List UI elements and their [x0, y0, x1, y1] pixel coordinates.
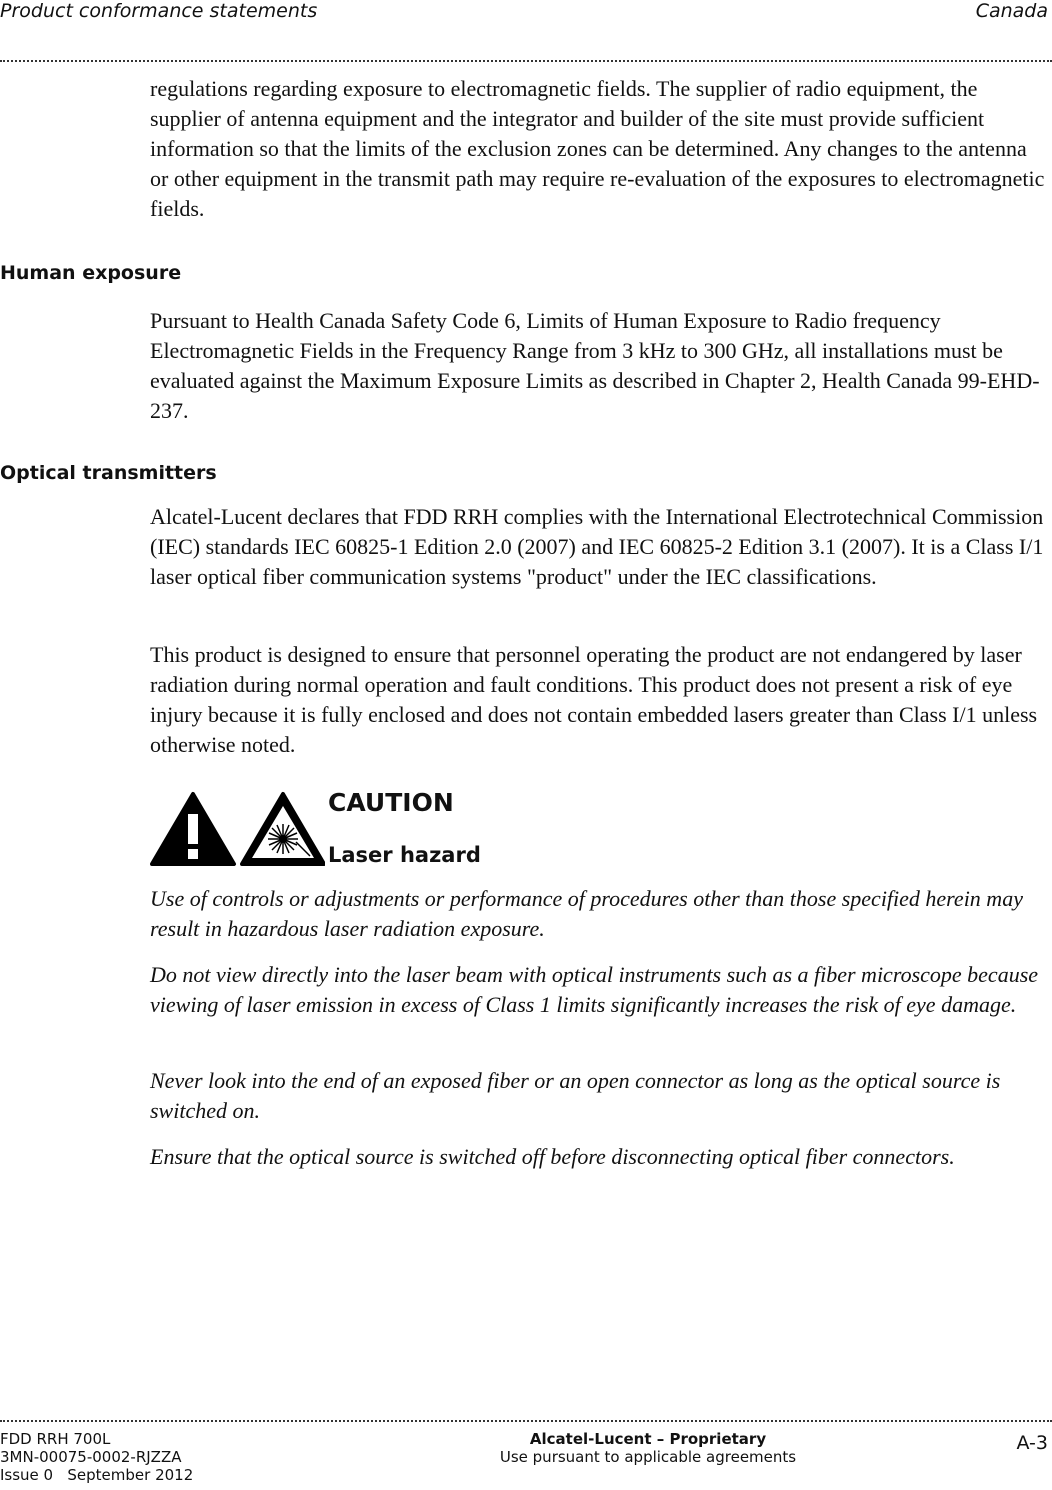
header-section-title: Product conformance statements	[0, 0, 318, 22]
laser-hazard-icon	[242, 794, 324, 864]
footer-issue: Issue 0 September 2012	[0, 1466, 194, 1484]
footer-divider	[0, 1420, 1052, 1422]
caution-icons	[150, 790, 325, 870]
footer-proprietary	[498, 1430, 798, 1466]
caution-title: CAUTION	[328, 788, 454, 817]
caution-item: Never look into the end of an exposed fiber or an open connector as long as the optical source is switched on.	[150, 1068, 1001, 1123]
human-exposure-heading: Human exposure	[0, 262, 182, 284]
footer-product: FDD RRH 700L	[0, 1430, 111, 1448]
caution-subtitle: Laser hazard	[328, 843, 481, 867]
intro-paragraph: regulations regarding exposure to electromagnetic fields. The supplier of radio equipment, the supplier of antenna equipment and the integrator and builder of the site must provide sufficient information so that the limits of the exclusion zones can be determined. Any changes to the antenna or other equipment in the transmit path may require re-evaluation of the exposures to electromagnetic fields.	[150, 76, 1045, 221]
header-chapter-title: Canada	[975, 0, 1048, 22]
optical-paragraph-2: This product is designed to ensure that personnel operating the product are not endangered by laser radiation during normal operation and fault conditions. This product does not present a risk of eye injury because it is fully enclosed and does not contain embedded lasers greater than Class I/1 unless otherwise noted.	[150, 642, 1038, 757]
caution-item: Use of controls or adjustments or performance of procedures other than those specified herein may result in hazardous laser radiation exposure.	[150, 886, 1023, 941]
footer-doc-info	[0, 1430, 193, 1484]
warning-triangle-icon	[150, 790, 325, 870]
footer-usage: Use pursuant to applicable agreements	[499, 1448, 797, 1466]
footer-company: Alcatel-Lucent – Proprietary	[529, 1430, 767, 1448]
page-header	[0, 0, 1052, 36]
optical-paragraph-1: Alcatel-Lucent declares that FDD RRH complies with the International Electrotechnical Commission (IEC) standards IEC 60825-1 Edition 2.0 (2007) and IEC 60825-2 Edition 3.1 (2007). It is a Class I/1 laser optical fiber communication systems "product" under the IEC classifications.	[150, 504, 1044, 589]
footer-doc-number: 3MN-00075-0002-RJZZA	[0, 1448, 182, 1466]
caution-item: Do not view directly into the laser beam with optical instruments such as a fiber microscope because viewing of laser emission in excess of Class 1 limits significantly increases the risk of eye damage.	[150, 962, 1039, 1017]
header-divider	[0, 60, 1052, 62]
human-exposure-paragraph: Pursuant to Health Canada Safety Code 6, Limits of Human Exposure to Radio frequency Electromagnetic Fields in the Frequency Range from 3 kHz to 300 GHz, all installations must be evaluated against the Maximum Exposure Limits as described in Chapter 2, Health Canada 99-EHD-237.	[150, 308, 1040, 423]
caution-item: Ensure that the optical source is switched off before disconnecting optical fiber connectors.	[150, 1144, 955, 1169]
optical-transmitters-heading: Optical transmitters	[0, 462, 217, 484]
page-number: A-3	[1016, 1432, 1048, 1454]
